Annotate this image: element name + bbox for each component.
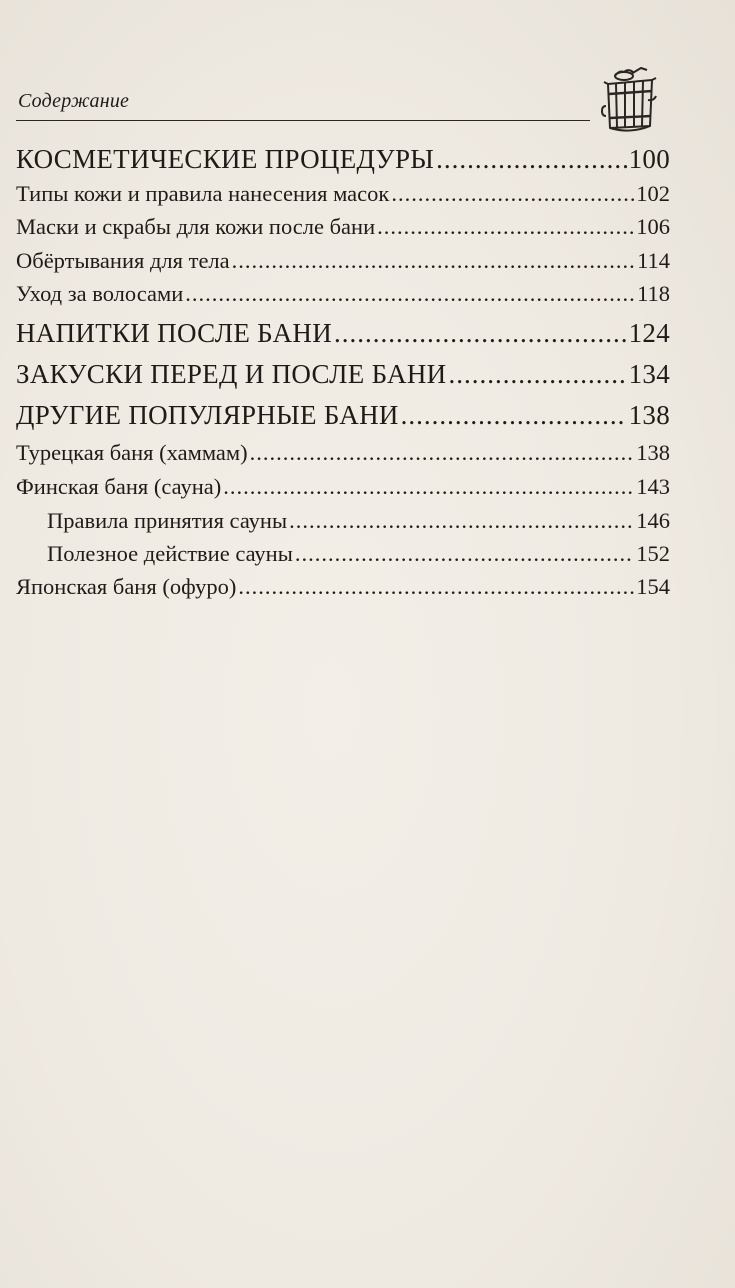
toc-entry-title: Правила принятия сауны xyxy=(47,508,288,533)
toc-entry-title: Обёртывания для тела xyxy=(16,248,230,273)
toc-entry-page: 143 xyxy=(636,474,670,499)
toc-dot-leader xyxy=(185,281,635,307)
toc-entry-page: 134 xyxy=(628,359,670,389)
toc-entry-page: 138 xyxy=(628,400,670,430)
toc-entry-page: 152 xyxy=(636,541,670,566)
toc-entry-title: Финская баня (сауна) xyxy=(16,474,222,499)
toc-dot-leader xyxy=(238,574,634,600)
toc-dot-leader xyxy=(401,400,627,431)
toc-dot-leader xyxy=(250,440,635,466)
toc-dot-leader xyxy=(223,474,634,500)
bleed-through-text xyxy=(0,600,735,1200)
toc-entry xyxy=(16,281,670,307)
toc-entry xyxy=(16,181,670,207)
running-header xyxy=(16,88,590,121)
toc-dot-leader xyxy=(232,248,635,274)
toc-entry-title: Маски и скрабы для кожи после бани xyxy=(16,214,376,239)
toc-dot-leader xyxy=(377,214,634,240)
toc-entry-title: Полезное действие сауны xyxy=(47,541,293,566)
toc-entry-page: 106 xyxy=(636,214,670,239)
toc-entry-page: 102 xyxy=(636,181,670,206)
toc-entry-page: 118 xyxy=(637,281,670,306)
toc-entry xyxy=(16,440,670,466)
toc-dot-leader xyxy=(295,541,634,567)
toc-entry-page: 154 xyxy=(636,574,670,599)
toc-entry-page: 124 xyxy=(628,318,670,348)
toc-entry-page: 146 xyxy=(636,508,670,533)
toc-entry xyxy=(47,508,670,534)
toc-dot-leader xyxy=(334,318,627,349)
toc-entry xyxy=(16,318,670,349)
bathhouse-tub-icon xyxy=(598,66,660,138)
toc-entry-title: КОСМЕТИЧЕСКИЕ ПРОЦЕДУРЫ xyxy=(16,144,435,174)
toc-entry xyxy=(16,574,670,600)
toc-dot-leader xyxy=(448,359,626,390)
toc-entry xyxy=(16,359,670,390)
toc-entry-page: 114 xyxy=(637,248,670,273)
toc-entry xyxy=(16,144,670,175)
toc-dot-leader xyxy=(391,181,634,207)
toc-entry-title: Турецкая баня (хаммам) xyxy=(16,440,248,465)
toc-entry-page: 138 xyxy=(636,440,670,465)
toc-entry xyxy=(16,474,670,500)
header-title: Содержание xyxy=(18,90,130,112)
toc-dot-leader xyxy=(289,508,634,534)
toc-entry-title: ЗАКУСКИ ПЕРЕД И ПОСЛЕ БАНИ xyxy=(16,359,447,389)
toc-entry xyxy=(16,214,670,240)
toc-entry xyxy=(16,248,670,274)
toc-entry-title: ДРУГИЕ ПОПУЛЯРНЫЕ БАНИ xyxy=(16,400,399,430)
toc-dot-leader xyxy=(436,144,626,175)
toc-entry-title: Типы кожи и правила нанесения масок xyxy=(16,181,390,206)
toc-entry xyxy=(47,541,670,567)
toc-entry-page: 100 xyxy=(628,144,670,174)
toc-entry-title: НАПИТКИ ПОСЛЕ БАНИ xyxy=(16,318,333,348)
toc-entry-title: Японская баня (офуро) xyxy=(16,574,237,599)
toc-entry-title: Уход за волосами xyxy=(16,281,184,306)
toc-entry xyxy=(16,400,670,431)
